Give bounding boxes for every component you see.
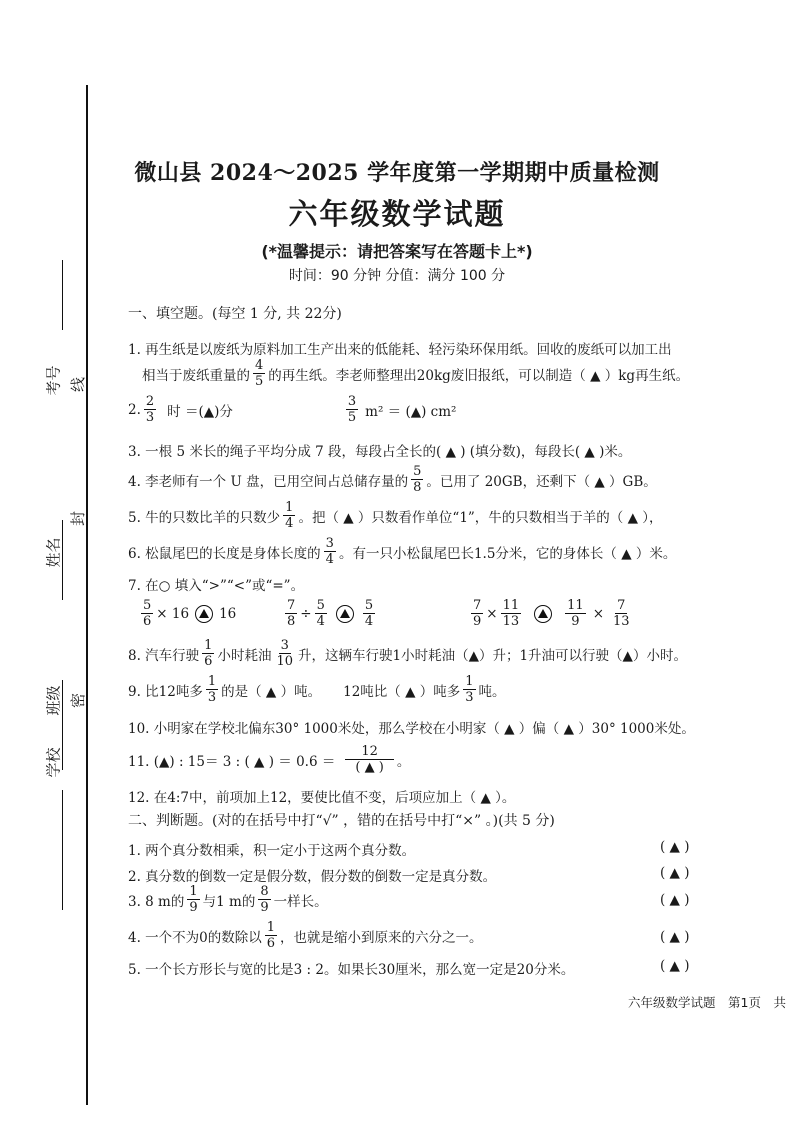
q9-text-e: 吨。	[478, 683, 506, 700]
q6-text-b: 。有一只小松鼠尾巴长1.5分米，它的身体长（ ▲ ）米。	[338, 545, 677, 562]
q12-line: 12. 在4:7中，前项加上12，要使比值不变，后项应加上（ ▲ ）。	[128, 790, 516, 806]
q5-line	[128, 500, 663, 531]
q7-b-fraction-1: $\frac{7}{8}$	[287, 598, 296, 629]
answer-triangle-icon	[336, 605, 354, 623]
q7-b-fraction-3: $\frac{5}{4}$	[364, 598, 374, 629]
judge-q2-mark: ( ▲ )	[660, 865, 690, 881]
q9-line	[128, 674, 506, 705]
judge-q4-fraction: $\frac{1}{6}$	[266, 920, 276, 951]
answer-triangle-icon	[195, 605, 213, 623]
judge-q3-text-b: 与1 m的	[202, 893, 256, 910]
q7-a-fraction: $\frac{5}{6}$	[143, 598, 152, 629]
exam-title: 微山县 2024～2025 学年度第一学期期中质量检测	[134, 160, 660, 186]
exam-subtitle: 六年级数学试题	[288, 197, 506, 231]
q6-fraction: $\frac{3}{4}$	[325, 536, 334, 567]
q4-text-a: 4. 李老师有一个 U 盘，已用空间占总储存量的	[128, 473, 409, 490]
q5-text-b: 。把（ ▲ ）只数看作单位“1”，牛的只数相当于羊的（ ▲ ），	[298, 509, 663, 526]
q7-b-operator: ÷	[300, 605, 312, 622]
q7-c-fraction-1: $\frac{7}{9}$	[473, 598, 482, 629]
q8-text-c: 升，这辆车行驶1小时耗油（▲）升；1升油可以行驶（▲）小时。	[298, 647, 687, 664]
judge-q3-fraction-1: $\frac{1}{9}$	[189, 884, 198, 915]
judge-q3-text-c: 一样长。	[273, 893, 328, 910]
judge-q2: 2. 真分数的倒数一定是假分数，假分数的倒数一定是真分数。	[128, 869, 497, 885]
judge-q1-mark: ( ▲ )	[660, 839, 690, 855]
judge-q4	[128, 920, 483, 951]
time-info: 时间：90 分钟 分值：满分 100 分	[288, 268, 506, 284]
q5-fraction: $\frac{1}{4}$	[285, 500, 294, 531]
q1-text-a: 相当于废纸重量的	[142, 367, 250, 384]
q4-line	[128, 464, 657, 495]
q1-fraction: $\frac{4}{5}$	[255, 358, 264, 389]
q9-fraction-1: $\frac{1}{3}$	[207, 674, 217, 705]
q7-c-fraction-4: $\frac{7}{13}$	[613, 598, 630, 629]
q2-text-a: 时 ＝(▲)分	[167, 403, 233, 420]
close-char: 密	[69, 692, 88, 709]
judge-q3-mark: ( ▲ )	[660, 892, 690, 908]
q11-fraction: $\frac{12}{( ▲ )}$	[345, 744, 394, 775]
q7-c-operator-2: ×	[592, 605, 604, 622]
name-label: 姓名	[44, 537, 63, 568]
section1-heading: 一、填空题。(每空 1 分, 共 22分)	[128, 306, 342, 322]
q1-text-b: 的再生纸。李老师整理出20kg废旧报纸，可以制造（ ▲ ）kg再生纸。	[268, 367, 690, 384]
q7-compare-c	[468, 598, 635, 629]
judge-q1: 1. 两个真分数相乘，积一定小于这两个真分数。	[128, 843, 416, 859]
q9-text-b: 的是（ ▲ ）吨。	[221, 683, 322, 700]
q7-c-operator: ×	[486, 605, 498, 622]
judge-q3	[128, 884, 328, 915]
judge-q4-text-a: 4. 一个不为0的数除以	[128, 929, 262, 946]
q7-compare-a	[138, 598, 236, 629]
q8-fraction-2: $\frac{3}{10}$	[276, 638, 293, 669]
exam-no-label: 考号	[44, 365, 63, 396]
q8-text-a: 8. 汽车行驶	[128, 647, 200, 664]
q9-text-a: 9. 比12吨多	[128, 683, 203, 700]
warm-tip: (*温馨提示：请把答案写在答题卡上*)	[261, 242, 533, 261]
q2-fraction-2: $\frac{3}{5}$	[347, 394, 357, 425]
q9-fraction-2: $\frac{1}{3}$	[465, 674, 474, 705]
q8-text-b: 小时耗油	[217, 647, 272, 664]
class-label: 班级	[44, 685, 63, 716]
q6-text-a: 6. 松鼠尾巴的长度是身体长度的	[128, 545, 321, 562]
q11-line	[128, 744, 410, 775]
q7-a-operator: × 16	[156, 605, 190, 622]
q7-line: 7. 在○ 填入“>”“<”或“=”。	[128, 578, 305, 594]
answer-triangle-icon	[534, 605, 552, 623]
q8-fraction-1: $\frac{1}{6}$	[204, 638, 213, 669]
school-blank	[62, 790, 63, 910]
q2-fraction-1: $\frac{2}{3}$	[145, 394, 155, 425]
seal-char: 封	[69, 510, 88, 527]
judge-q4-text-b: ，也就是缩小到原来的六分之一。	[280, 929, 483, 946]
q11-text-a: 11. (▲) : 15＝ 3 : ( ▲ ) ＝ 0.6 ＝	[128, 753, 336, 770]
binding-line	[86, 85, 88, 1105]
q6-line	[128, 536, 676, 567]
page-footer: 六年级数学试题 第1页 共	[628, 995, 786, 1010]
q3-line: 3. 一根 5 米长的绳子平均分成 7 段，每段占全长的( ▲ ) (填分数)，每段长( ▲ )米。	[128, 444, 632, 460]
section2-heading: 二、判断题。(对的在括号中打“√” ，错的在括号中打“×” 。)(共 5 分)	[128, 813, 555, 829]
q11-text-b: 。	[396, 753, 411, 770]
q7-c-fraction-3: $\frac{11}{9}$	[567, 598, 584, 629]
judge-q4-mark: ( ▲ )	[660, 929, 690, 945]
q8-line	[128, 638, 687, 669]
q1-line2	[142, 358, 689, 389]
q4-text-b: 。已用了 20GB，还剩下（ ▲ ）GB。	[426, 473, 657, 490]
q7-c-fraction-2: $\frac{11}{13}$	[502, 598, 520, 629]
q7-a-right: 16	[219, 605, 237, 622]
q4-fraction: $\frac{5}{8}$	[413, 464, 422, 495]
q5-text-a: 5. 牛的只数比羊的只数少	[128, 509, 281, 526]
q2-label: 2.	[128, 401, 141, 418]
school-label: 学校	[44, 747, 63, 778]
q7-compare-b	[282, 598, 378, 629]
judge-q3-text-a: 3. 8 m的	[128, 893, 185, 910]
q10-line: 10. 小明家在学校北偏东30° 1000米处，那么学校在小明家（ ▲ ）偏（ ▲ ）30° 1000米处。	[128, 721, 695, 737]
q2-line	[128, 394, 456, 425]
judge-q3-fraction-2: $\frac{8}{9}$	[260, 884, 269, 915]
judge-q5-mark: ( ▲ )	[660, 958, 690, 974]
q7-b-fraction-2: $\frac{5}{4}$	[316, 598, 325, 629]
q2-text-b: m² ＝ (▲) cm²	[365, 403, 457, 420]
judge-q5: 5. 一个长方形长与宽的比是3 : 2。如果长30厘米，那么宽一定是20分米。	[128, 962, 575, 978]
q9-text-c: 12吨比（ ▲ ）吨多	[343, 683, 461, 700]
q1-line1: 1. 再生纸是以废纸为原料加工生产出来的低能耗、轻污染环保用纸。回收的废纸可以加工出	[128, 342, 672, 358]
line-char: 线	[69, 376, 88, 393]
